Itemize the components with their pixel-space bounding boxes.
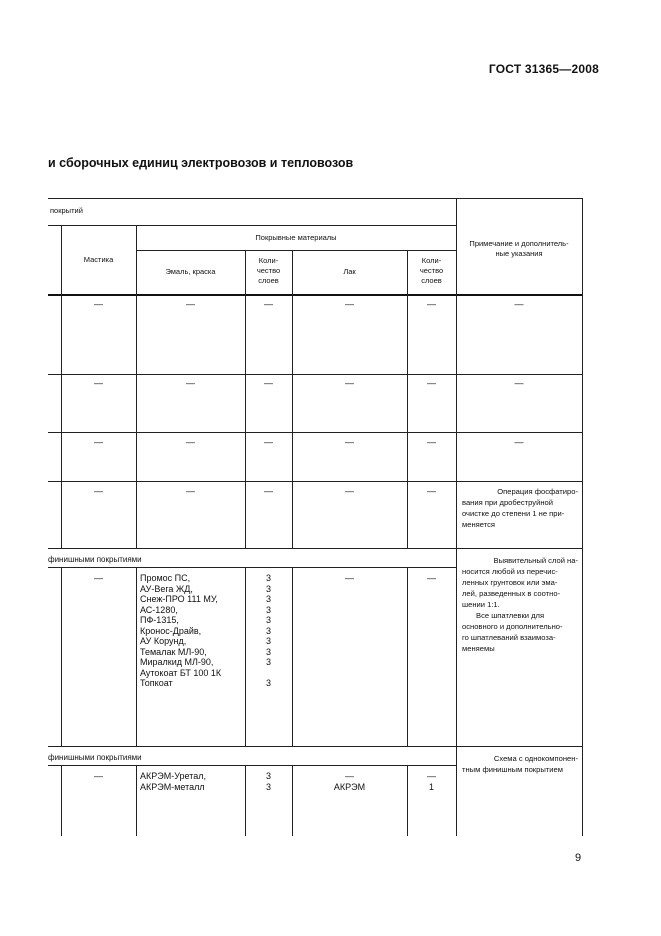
section2-rule (48, 765, 456, 766)
materials-list (140, 771, 206, 792)
note-line: лей, разведенных в соотно- (462, 589, 561, 598)
header-count2 (407, 256, 456, 286)
header-count1-line: слоев (258, 276, 279, 285)
lak-value: АКРЭМ (333, 781, 366, 792)
section1-title: финишными покрытиями (48, 555, 142, 564)
note-line: Выявительный слой на- (493, 556, 578, 565)
note-line: основного и дополнительно- (462, 622, 563, 631)
header-count1-line: чество (256, 266, 281, 275)
list-item: Аутокоат БТ 100 1К (140, 667, 222, 678)
count-item: 3 (265, 625, 271, 636)
note-line: тным финишным покрытием (462, 765, 563, 774)
note-scheme (462, 753, 578, 775)
dash-cell: — (345, 299, 354, 309)
lak-count-cell (407, 771, 456, 792)
header-pokrytiy: покрытий (50, 206, 83, 215)
dash-cell: — (345, 378, 354, 388)
header-bottom-rule (48, 294, 582, 296)
header-count2-line: слоев (421, 276, 442, 285)
col-border-5b (407, 567, 408, 746)
note-primer (462, 555, 578, 654)
dash-cell: — (514, 437, 524, 447)
list-item: Темалак МЛ-90, (140, 646, 207, 657)
header-count1 (245, 256, 292, 286)
dash-cell: — (94, 573, 103, 583)
note-line: меняемы (462, 644, 495, 653)
row-rule-4 (48, 548, 582, 549)
row-rule-1 (48, 374, 582, 375)
list-item: АКРЭМ-металл (140, 781, 205, 792)
list-item: Промос ПС, (140, 573, 191, 583)
col-border-2b (136, 567, 137, 746)
dash-cell: — (427, 573, 436, 583)
dash-cell: — (345, 573, 354, 583)
list-item: Кронос-Драйв, (140, 625, 202, 636)
header-notes-line: ные указания (495, 249, 543, 258)
right-border (582, 198, 583, 836)
header-notes (456, 239, 582, 259)
count-item: 3 (265, 615, 271, 625)
col-border-5a (407, 250, 408, 548)
table-top-border (48, 198, 582, 199)
count-item (245, 668, 292, 679)
list-item: Топкоат (140, 678, 173, 688)
row-rule-5 (48, 746, 582, 747)
page-number: 9 (575, 852, 582, 864)
row-rule-3 (48, 481, 582, 482)
note-line: Операция фосфатиро- (497, 487, 578, 496)
header-materials: Покрывные материалы (255, 233, 337, 242)
count-item: 3 (265, 678, 271, 688)
dash-cell: — (264, 486, 273, 496)
note-line: вания при дробеструйной (462, 498, 553, 507)
header-count2-line: Коли- (421, 256, 442, 265)
list-item: АУ Корунд, (140, 636, 187, 646)
list-item: АКРЭМ-Уретал, (140, 771, 207, 781)
list-item: Миралкид МЛ-90, (140, 657, 214, 667)
dash-cell: — (427, 771, 436, 781)
count-item: 3 (265, 646, 271, 657)
note-line: Схема с однокомпонен- (493, 754, 578, 763)
count-item: 3 (265, 636, 271, 646)
dash-cell: — (345, 486, 354, 496)
dash-cell: — (427, 486, 436, 496)
dash-cell: — (427, 299, 436, 309)
dash-cell: — (345, 771, 354, 781)
col-border-4a (292, 250, 293, 548)
dash-cell: — (264, 437, 273, 447)
count-item: 3 (265, 771, 271, 781)
header-count1-line: Коли- (258, 256, 279, 265)
note-line: шении 1:1. (462, 600, 500, 609)
note-phosphating (462, 486, 578, 530)
list-item: АУ-Вега ЖД, (140, 583, 193, 594)
dash-cell: — (514, 378, 524, 388)
col-border-4b (292, 567, 293, 746)
dash-cell: — (427, 378, 436, 388)
count-item: 3 (265, 594, 271, 604)
dash-cell: — (186, 378, 195, 388)
count-item: 3 (265, 573, 271, 583)
dash-cell: — (94, 437, 103, 447)
list-item: ПФ-1315, (140, 615, 179, 625)
dash-cell: — (264, 299, 273, 309)
section1-rule (48, 567, 456, 568)
header-rule-1 (48, 225, 456, 226)
note-line: Все шпатлевки для (476, 611, 545, 620)
lak-cell (292, 771, 407, 792)
notes-col-border (456, 198, 457, 836)
dash-cell: — (427, 437, 436, 447)
note-line: го шпатлеваний взаимоза- (462, 633, 556, 642)
dash-cell: — (186, 437, 195, 447)
header-rule-2 (136, 250, 456, 251)
col-border-2c (136, 765, 137, 836)
note-line: меняется (462, 520, 496, 529)
header-mastika: Мастика (83, 255, 114, 264)
header-lak: Лак (343, 267, 356, 276)
note-line: ленных грунтовок или эма- (462, 578, 558, 587)
note-line: очистке до степени 1 не при- (462, 509, 565, 518)
col-border-1b (61, 567, 62, 746)
count-item: 3 (265, 604, 271, 615)
count-item: 3 (265, 781, 271, 792)
col-border-3a (245, 250, 246, 548)
count-item: 3 (265, 657, 271, 667)
page-title: и сборочных единиц электровозов и тепловозов (48, 156, 354, 170)
row-rule-2 (48, 432, 582, 433)
dash-cell: — (94, 378, 103, 388)
counts-list (245, 771, 292, 792)
dash-cell: — (514, 299, 524, 309)
header-emal: Эмаль, краска (165, 267, 216, 276)
dash-cell: — (94, 299, 103, 309)
header-count2-line: чество (419, 266, 444, 275)
note-line: носится любой из перечис- (462, 567, 558, 576)
materials-list (140, 573, 221, 689)
dash-cell: — (94, 486, 103, 496)
dash-cell: — (345, 437, 354, 447)
list-item: Снеж-ПРО 111 МУ, (140, 594, 218, 604)
dash-cell: — (264, 378, 273, 388)
section2-title: финишными покрытиями (48, 753, 142, 762)
counts-list (245, 573, 292, 689)
list-item: АС-1280, (140, 604, 178, 615)
document-code: ГОСТ 31365—2008 (488, 62, 599, 76)
dash-cell: — (186, 486, 195, 496)
dash-cell: — (94, 771, 103, 781)
count-item: 3 (265, 583, 271, 594)
dash-cell: — (186, 299, 195, 309)
header-notes-line: Примечание и дополнитель- (469, 239, 569, 248)
lak-count-value: 1 (428, 781, 434, 792)
